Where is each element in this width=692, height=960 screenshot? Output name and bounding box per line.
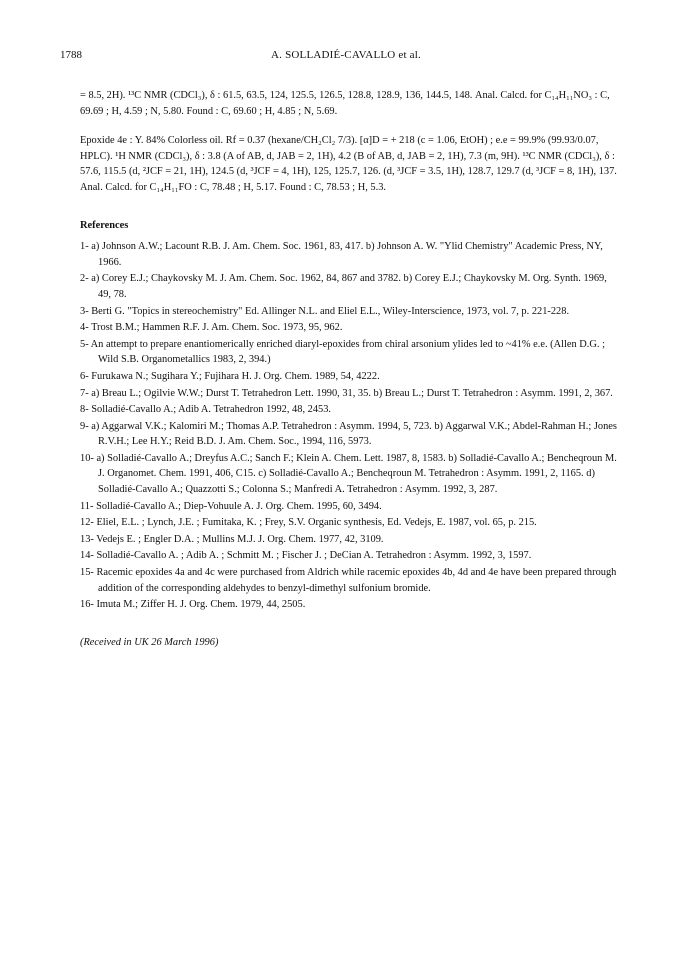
nmr-data-paragraph: = 8.5, 2H). ¹³C NMR (CDCl₃), δ : 61.5, 63.5, 124, 125.5, 126.5, 128.8, 128.9, 136, 144.5, 148. Anal. Calcd. for C₁₄H₁₁NO₃ : C, 69.69 ; H, 4.59 ; N, 5.80. Found : C, 69.60 ; H, 4.85 ; N, 5.69. — [80, 90, 610, 117]
reference-item: 13- Vedejs E. ; Engler D.A. ; Mullins M.J. J. Org. Chem. 1977, 42, 3109. — [80, 533, 384, 545]
reference-item: 5- An attempt to prepare enantiomerically enriched diaryl-epoxides from chiral arsonium ylides led to ~41% e.e. (Allen D.G. ; Wild S.B. Organometallics 1983, 2, 394.) — [80, 338, 605, 366]
running-head: A. SOLLADIÉ-CAVALLO et al. — [271, 49, 421, 61]
reference-item: 3- Berti G. "Topics in stereochemistry" Ed. Allinger N.L. and Eliel E.L., Wiley-Interscience, 1973, vol. 7, p. 221-228. — [80, 305, 570, 317]
reference-item: 1- a) Johnson A.W.; Lacount R.B. J. Am. Chem. Soc. 1961, 83, 417. b) Johnson A. W. "Ylid Chemistry" Academic Press, NY, 1966. — [80, 241, 603, 268]
reference-item: 16- Imuta M.; Ziffer H. J. Org. Chem. 1979, 44, 2505. — [80, 599, 306, 611]
references-heading: References — [80, 219, 129, 231]
epoxide-4e-paragraph: Epoxide 4e : Y. 84% Colorless oil. Rf = 0.37 (hexane/CH₂Cl₂ 7/3). [α]D = + 218 (c = 1.06, EtOH) ; e.e = 99.9% (99.93/0.07, HPLC). ¹H NMR (CDCl₃), δ : 3.8 (A of AB, d, JAB = 2, 1H), 4.2 (B of AB, d, JAB = 2, 1H), 7.3 (m, 9H). ¹³C NMR (CDCl₃), δ : 57.6, 115.5 (d, ²JCF = 21, 1H), 124.5 (d, ³JCF = 4, 1H), 125, 125.7, 126. (d, ³JCF = 3.5, 1H), 128.7, 129.7 (d, ³JCF = 8, 1H), 137. Anal. Calcd. for C₁₄H₁₁FO : C, 78.48 ; H, 5.17. Found : C, 78.53 ; H, 5.3. — [80, 135, 617, 193]
reference-item: 15- Racemic epoxides 4a and 4c were purchased from Aldrich while racemic epoxides 4b, 4d and 4e have been prepared through addition of the corresponding aldehydes to benzyl-dimethyl sulfonium bromide. — [80, 567, 617, 594]
reference-item: 7- a) Breau L.; Ogilvie W.W.; Durst T. Tetrahedron Lett. 1990, 31, 35. b) Breau L.; Durst T. Tetrahedron : Asymm. 1991, 2, 367. — [80, 387, 613, 399]
reference-item: 10- a) Solladié-Cavallo A.; Dreyfus A.C.; Sanch F.; Klein A. Chem. Lett. 1987, 8, 1583. b) Solladié-Cavallo A.; Bencheqroun M. J. Organomet. Chem. 1991, 406, C15. c) Solladié-Cavallo A.; Bencheqroun M. Tetrahedron : Asymm. 1991, 2, 1165. d) Solladié-Cavallo A.; Quazzotti S.; Colonna S.; Manfredi A. Tetrahedron : Asymm. 1992, 3, 287. — [80, 452, 617, 496]
reference-item: 6- Furukawa N.; Sugihara Y.; Fujihara H. J. Org. Chem. 1989, 54, 4222. — [80, 370, 380, 382]
reference-item: 11- Solladié-Cavallo A.; Diep-Vohuule A. J. Org. Chem. 1995, 60, 3494. — [80, 500, 382, 512]
reference-item: 4- Trost B.M.; Hammen R.F. J. Am. Chem. Soc. 1973, 95, 962. — [80, 322, 343, 334]
reference-item: 14- Solladié-Cavallo A. ; Adib A. ; Schmitt M. ; Fischer J. ; DeCian A. Tetrahedron : Asymm. 1992, 3, 1597. — [80, 550, 532, 562]
article-body — [80, 88, 620, 650]
reference-item: 12- Eliel, E.L. ; Lynch, J.E. ; Fumitaka, K. ; Frey, S.V. Organic synthesis, Ed. Vedejs, E. 1987, vol. 65, p. 215. — [80, 517, 537, 529]
received-date: (Received in UK 26 March 1996) — [80, 636, 219, 648]
references-list — [80, 239, 620, 613]
reference-item: 9- a) Aggarwal V.K.; Kalomiri M.; Thomas A.P. Tetrahedron : Asymm. 1994, 5, 723. b) Aggarwal V.K.; Abdel-Rahman H.; Jones R.V.H.; Lee H.Y.; Reid B.D. J. Am. Chem. Soc., 1994, 116, 5973. — [80, 420, 617, 448]
reference-item: 2- a) Corey E.J.; Chaykovsky M. J. Am. Chem. Soc. 1962, 84, 867 and 3782. b) Corey E.J.; Chaykovsky M. Org. Synth. 1969, 49, 78. — [80, 273, 607, 300]
reference-item: 8- Solladié-Cavallo A.; Adib A. Tetrahedron 1992, 48, 2453. — [80, 404, 332, 416]
page-number: 1788 — [60, 49, 82, 61]
